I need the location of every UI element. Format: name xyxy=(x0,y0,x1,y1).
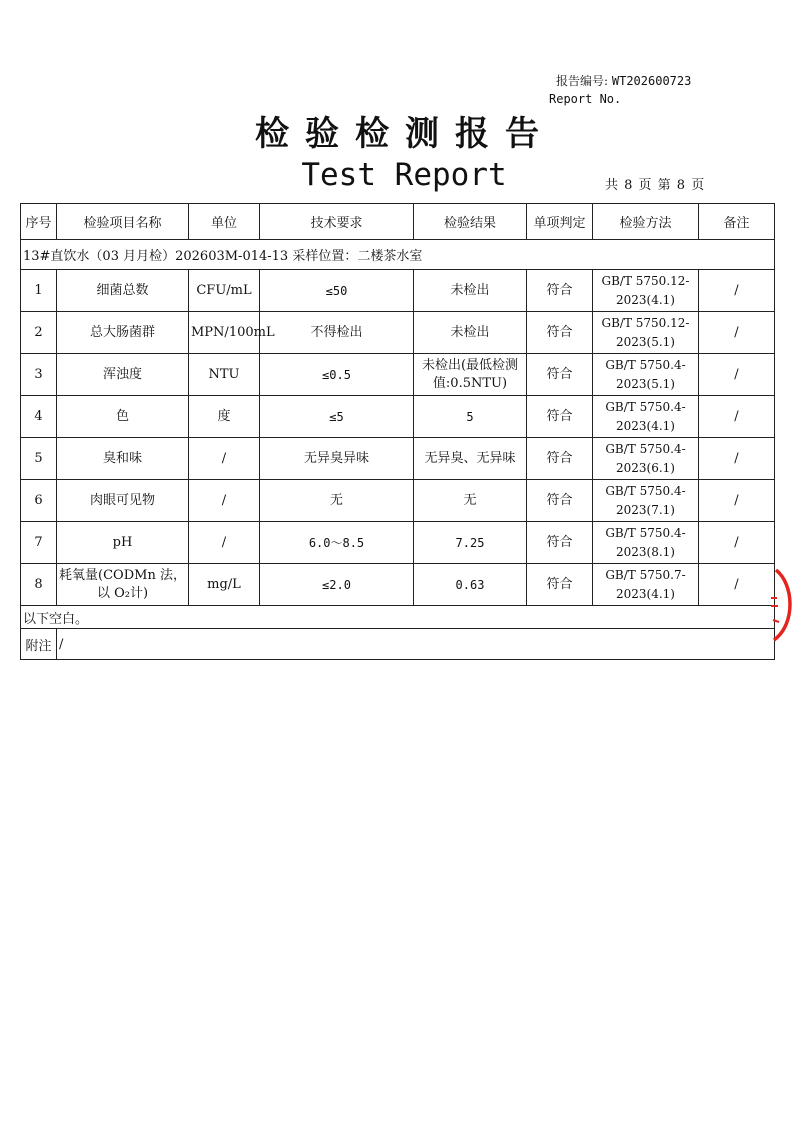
item-name: 臭和味 xyxy=(57,438,189,480)
header-row xyxy=(21,204,775,240)
unit: NTU xyxy=(189,354,260,396)
method-line-1: GB/T 5750.4- xyxy=(605,525,686,540)
note-value: / xyxy=(57,629,775,660)
blank-marker: 以下空白。 xyxy=(21,606,775,629)
note-row xyxy=(21,629,775,660)
result: 0.63 xyxy=(414,564,527,606)
item-name: 浑浊度 xyxy=(57,354,189,396)
col-header-no: 序号 xyxy=(21,204,57,240)
table-row xyxy=(21,438,775,480)
table-row xyxy=(21,480,775,522)
blank-row xyxy=(21,606,775,629)
method-line-1: GB/T 5750.4- xyxy=(605,441,686,456)
table-row xyxy=(21,354,775,396)
unit: mg/L xyxy=(189,564,260,606)
result: 无异臭、无异味 xyxy=(414,438,527,480)
sample-info: 13#直饮水（03 月月检）202603M-014-13 采样位置：二楼茶水室 xyxy=(21,240,775,270)
method-line-1: GB/T 5750.12- xyxy=(601,315,690,330)
method-line-1: GB/T 5750.4- xyxy=(605,357,686,372)
method-line-1: GB/T 5750.4- xyxy=(605,483,686,498)
row-number: 4 xyxy=(21,396,57,438)
report-number-block xyxy=(549,72,691,108)
remark: / xyxy=(699,270,775,312)
col-header-item: 检验项目名称 xyxy=(57,204,189,240)
title-english: Test Report xyxy=(301,157,507,193)
col-header-remark: 备注 xyxy=(699,204,775,240)
unit: / xyxy=(189,480,260,522)
method-line-2: 2023(4.1) xyxy=(616,418,675,433)
judgement: 符合 xyxy=(527,354,593,396)
result: 未检出 xyxy=(414,270,527,312)
requirement: 不得检出 xyxy=(260,312,414,354)
judgement: 符合 xyxy=(527,438,593,480)
item-name: 肉眼可见物 xyxy=(57,480,189,522)
table-row xyxy=(21,564,775,606)
result: 5 xyxy=(414,396,527,438)
method xyxy=(593,354,699,396)
method xyxy=(593,480,699,522)
unit: / xyxy=(189,438,260,480)
result: 7.25 xyxy=(414,522,527,564)
judgement: 符合 xyxy=(527,480,593,522)
report-number-value: WT202600723 xyxy=(611,74,692,88)
method xyxy=(593,312,699,354)
method-line-2: 2023(4.1) xyxy=(616,586,675,601)
unit: CFU/mL xyxy=(189,270,260,312)
remark: / xyxy=(699,396,775,438)
method-line-2: 2023(4.1) xyxy=(616,292,675,307)
method-line-2: 2023(7.1) xyxy=(616,502,675,517)
sample-info-row xyxy=(21,240,775,270)
result: 未检出 xyxy=(414,312,527,354)
report-number-line xyxy=(549,72,691,90)
result: 无 xyxy=(414,480,527,522)
report-number-label: 报告编号: xyxy=(556,74,609,88)
requirement: ≤2.0 xyxy=(260,564,414,606)
judgement: 符合 xyxy=(527,396,593,438)
requirement: ≤5 xyxy=(260,396,414,438)
col-header-judgement: 单项判定 xyxy=(527,204,593,240)
result-table xyxy=(20,203,775,660)
row-number: 3 xyxy=(21,354,57,396)
method xyxy=(593,396,699,438)
row-number: 5 xyxy=(21,438,57,480)
col-header-unit: 单位 xyxy=(189,204,260,240)
method xyxy=(593,564,699,606)
result: 未检出(最低检测值:0.5NTU) xyxy=(414,354,527,396)
unit: MPN/100mL xyxy=(189,312,260,354)
table-row xyxy=(21,270,775,312)
row-number: 7 xyxy=(21,522,57,564)
judgement: 符合 xyxy=(527,270,593,312)
method-line-2: 2023(5.1) xyxy=(616,334,675,349)
row-number: 6 xyxy=(21,480,57,522)
requirement: ≤50 xyxy=(260,270,414,312)
method xyxy=(593,438,699,480)
remark: / xyxy=(699,312,775,354)
requirement: 6.0～8.5 xyxy=(260,522,414,564)
unit: / xyxy=(189,522,260,564)
remark: / xyxy=(699,564,775,606)
page-info: 共 8 页 第 8 页 xyxy=(605,178,706,193)
method-line-2: 2023(8.1) xyxy=(616,544,675,559)
table-row xyxy=(21,522,775,564)
unit: 度 xyxy=(189,396,260,438)
method-line-2: 2023(5.1) xyxy=(616,376,675,391)
method-line-1: GB/T 5750.4- xyxy=(605,399,686,414)
col-header-method: 检验方法 xyxy=(593,204,699,240)
remark: / xyxy=(699,522,775,564)
item-name: 总大肠菌群 xyxy=(57,312,189,354)
method xyxy=(593,270,699,312)
col-header-result: 检验结果 xyxy=(414,204,527,240)
method xyxy=(593,522,699,564)
judgement: 符合 xyxy=(527,522,593,564)
red-seal-stamp xyxy=(762,566,792,646)
requirement: 无异臭异味 xyxy=(260,438,414,480)
note-label: 附注 xyxy=(21,629,57,660)
item-name: 耗氧量(CODMn 法，以 O₂计) xyxy=(57,564,189,606)
table-row xyxy=(21,396,775,438)
method-line-1: GB/T 5750.7- xyxy=(605,567,686,582)
judgement: 符合 xyxy=(527,564,593,606)
method-line-2: 2023(6.1) xyxy=(616,460,675,475)
row-number: 8 xyxy=(21,564,57,606)
item-name: 细菌总数 xyxy=(57,270,189,312)
remark: / xyxy=(699,480,775,522)
requirement: ≤0.5 xyxy=(260,354,414,396)
item-name: pH xyxy=(57,522,189,564)
requirement: 无 xyxy=(260,480,414,522)
remark: / xyxy=(699,354,775,396)
col-header-requirement: 技术要求 xyxy=(260,204,414,240)
item-name: 色 xyxy=(57,396,189,438)
report-number-en-label: Report No. xyxy=(549,92,622,106)
judgement: 符合 xyxy=(527,312,593,354)
remark: / xyxy=(699,438,775,480)
title-chinese: 检验检测报告 xyxy=(255,114,555,154)
table-row xyxy=(21,312,775,354)
method-line-1: GB/T 5750.12- xyxy=(601,273,690,288)
row-number: 2 xyxy=(21,312,57,354)
row-number: 1 xyxy=(21,270,57,312)
